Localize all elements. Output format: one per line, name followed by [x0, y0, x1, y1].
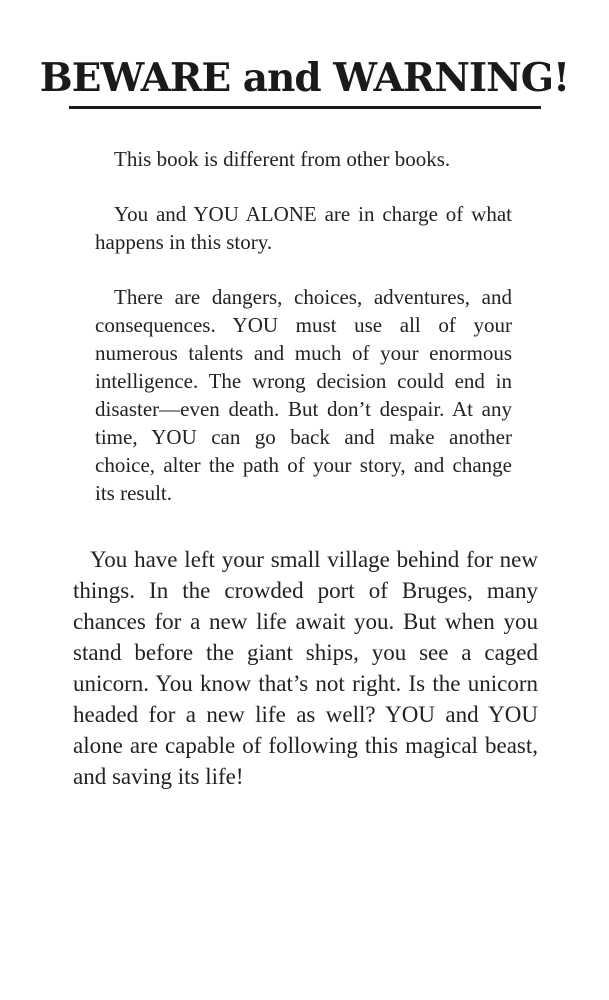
- title-section: [0, 55, 609, 109]
- intro-paragraph-2: You and YOU ALONE are in charge of what happens in this story.: [95, 201, 512, 254]
- page-title: BEWARE and WARNING!: [39, 55, 570, 101]
- intro-block: [95, 145, 512, 507]
- intro-paragraph-1: This book is different from other books.: [114, 146, 451, 171]
- intro-paragraph-3: There are dangers, choices, adventures, and consequences. YOU must use all of your numerous talents and much of your enormous intelligence. The wrong decision could end in disaster—even death. But don’t despair. At any time, YOU can go back and make another choice, alter the path of your story, and change its result.: [95, 284, 512, 505]
- story-block: [73, 544, 538, 792]
- title-underline-rule: [69, 106, 541, 109]
- story-paragraph: You have left your small village behind for new things. In the crowded port of Bruges, many chances for a new life await you. But when you stand before the giant ships, you see a caged unicorn. You know that’s not right. Is the unicorn headed for a new life as well? YOU and YOU alone are capable of following this magical beast, and saving its life!: [73, 546, 538, 789]
